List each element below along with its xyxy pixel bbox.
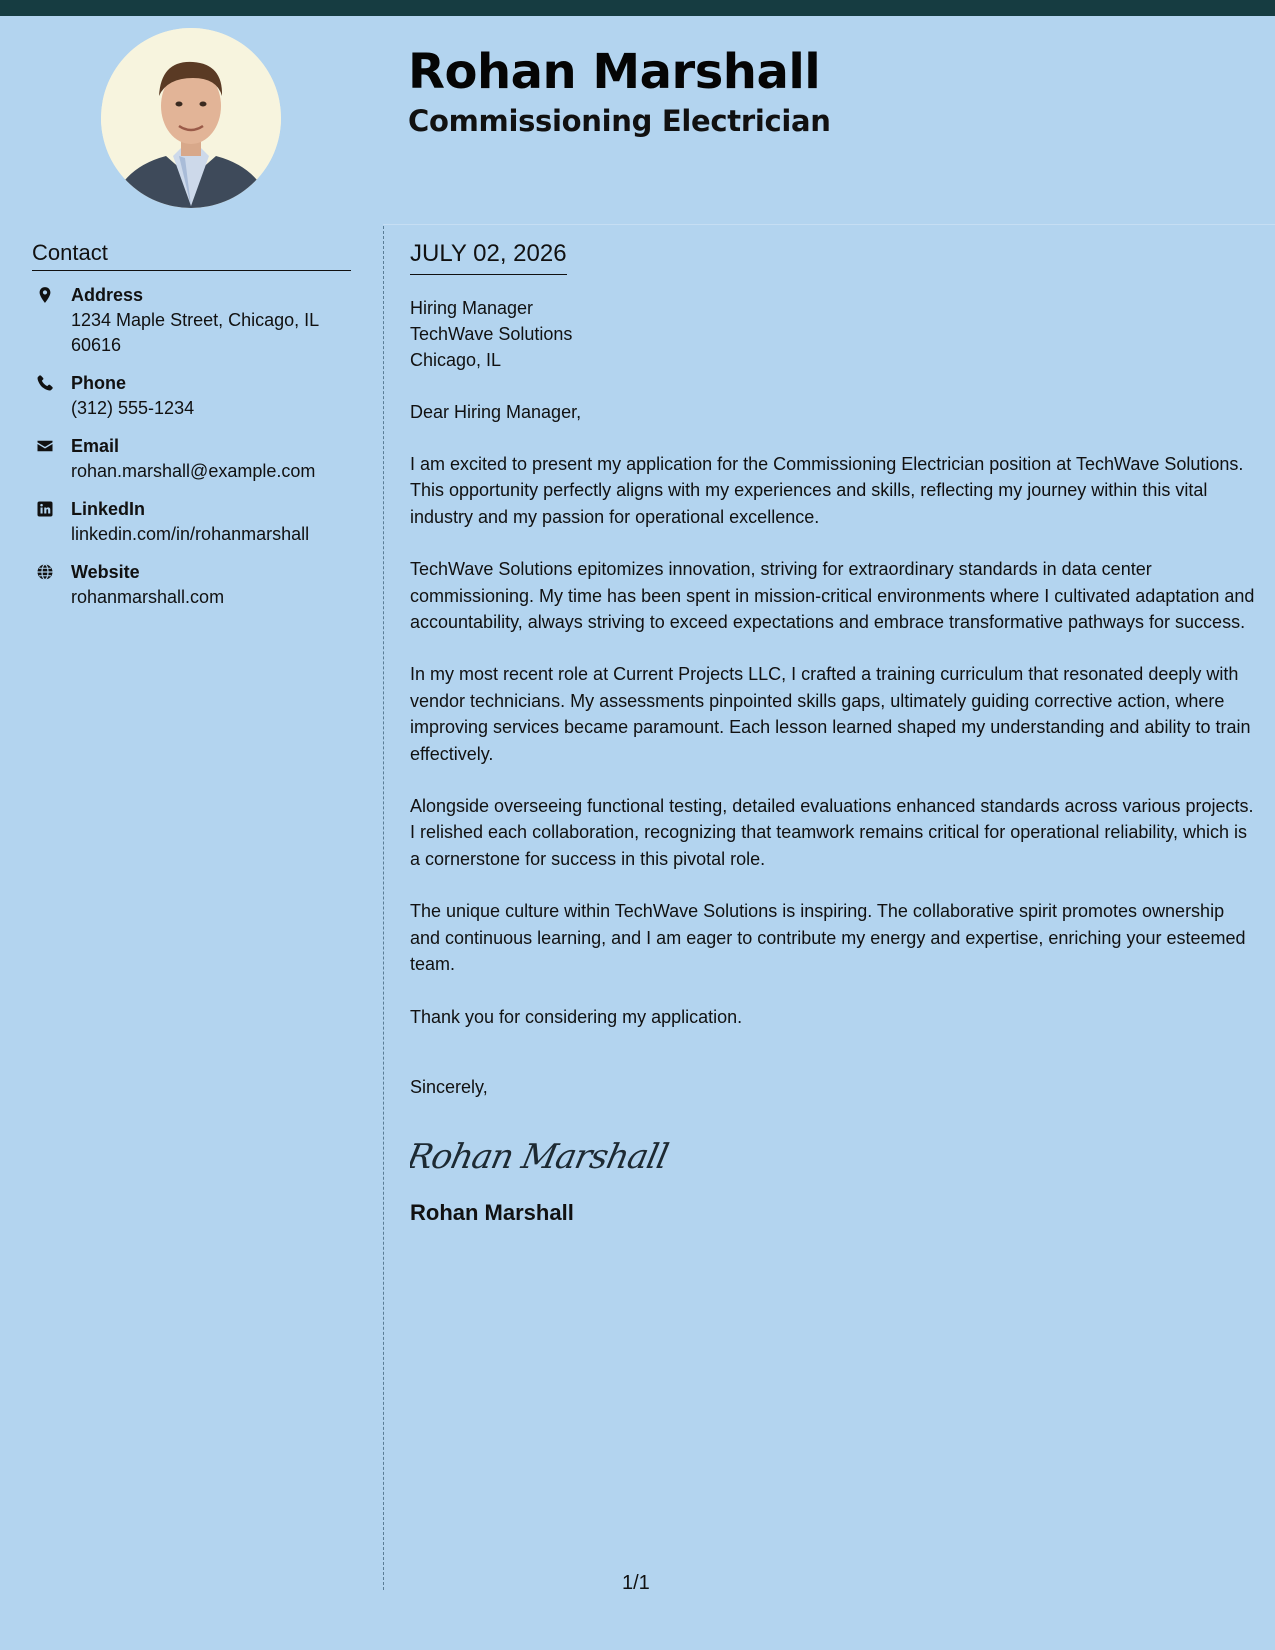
- address-label: Address: [71, 285, 144, 305]
- handwritten-signature: [410, 1126, 1255, 1186]
- letter-paragraph: TechWave Solutions epitomizes innovation, striving for extraordinary standards in data center commissioning. My time has been spent in mission-critical environments where I cultivated adaptation and accountability, always striving to exceed expectations and embrace transformative pathways for success.: [410, 559, 1255, 633]
- signer-name: Rohan Marshall: [410, 1199, 574, 1225]
- recipient-line: Hiring Manager: [410, 298, 534, 318]
- letter-paragraph: Alongside overseeing functional testing, detailed evaluations enhanced standards across various projects. I relished each collaboration, recognizing that teamwork remains critical for operational reliability, which is a cornerstone for success in this pivotal role.: [410, 796, 1254, 869]
- contact-email: [32, 434, 351, 484]
- contact-website: [32, 560, 351, 610]
- letter-paragraph: The unique culture within TechWave Solutions is inspiring. The collaborative spirit promotes ownership and continuous learning, and I am eager to contribute my energy and expertise, enriching your esteemed team.: [410, 901, 1246, 975]
- contact-linkedin: [32, 497, 351, 547]
- website-label: Website: [71, 562, 140, 582]
- recipient-line: TechWave Solutions: [410, 324, 573, 344]
- address-value: 1234 Maple Street, Chicago, IL 60616: [71, 310, 319, 355]
- phone-icon: [36, 374, 54, 392]
- job-title: Commissioning Electrician: [408, 104, 831, 138]
- closing: Sincerely,: [410, 1076, 488, 1097]
- contact-phone: [32, 371, 351, 421]
- envelope-icon: [36, 437, 54, 455]
- email-value[interactable]: rohan.marshall@example.com: [71, 461, 316, 481]
- column-divider: [383, 226, 384, 1590]
- website-value[interactable]: rohanmarshall.com: [71, 587, 225, 607]
- header-divider: [383, 224, 1275, 225]
- recipient-line: Chicago, IL: [410, 350, 502, 370]
- globe-icon: [36, 563, 54, 581]
- linkedin-value[interactable]: linkedin.com/in/rohanmarshall: [71, 524, 310, 544]
- email-label: Email: [71, 436, 120, 456]
- contact-sidebar: [32, 240, 351, 623]
- map-pin-icon: [36, 286, 54, 304]
- letter-paragraph: I am excited to present my application for the Commissioning Electrician position at TechWave Solutions. This opportunity perfectly aligns with my experiences and skills, reflecting my journey within this vital industry and my passion for operational excellence.: [410, 454, 1244, 527]
- contact-heading: Contact: [32, 240, 351, 271]
- top-bar: [0, 0, 1275, 16]
- letter-paragraph: Thank you for considering my application.: [410, 1006, 743, 1027]
- signature-text: Rohan Marshall: [410, 1137, 672, 1177]
- letter-body: [410, 240, 1255, 1226]
- contact-address: [32, 283, 351, 358]
- letter-date: JULY 02, 2026: [410, 240, 567, 275]
- profile-photo: [101, 28, 281, 208]
- salutation: Dear Hiring Manager,: [410, 402, 582, 422]
- linkedin-icon: [36, 500, 54, 518]
- phone-label: Phone: [71, 373, 127, 393]
- linkedin-label: LinkedIn: [71, 499, 146, 519]
- letter-paragraph: In my most recent role at Current Projects LLC, I crafted a training curriculum that resonated deeply with vendor technicians. My assessments pinpointed skills gaps, ultimately guiding corrective action, where improving services became paramount. Each lesson learned shaped my understanding and ability to train effectively.: [410, 664, 1251, 764]
- phone-value: (312) 555-1234: [71, 398, 195, 418]
- recipient-block: [410, 295, 1255, 373]
- candidate-name: Rohan Marshall: [408, 44, 821, 100]
- page-number: 1/1: [622, 1572, 650, 1594]
